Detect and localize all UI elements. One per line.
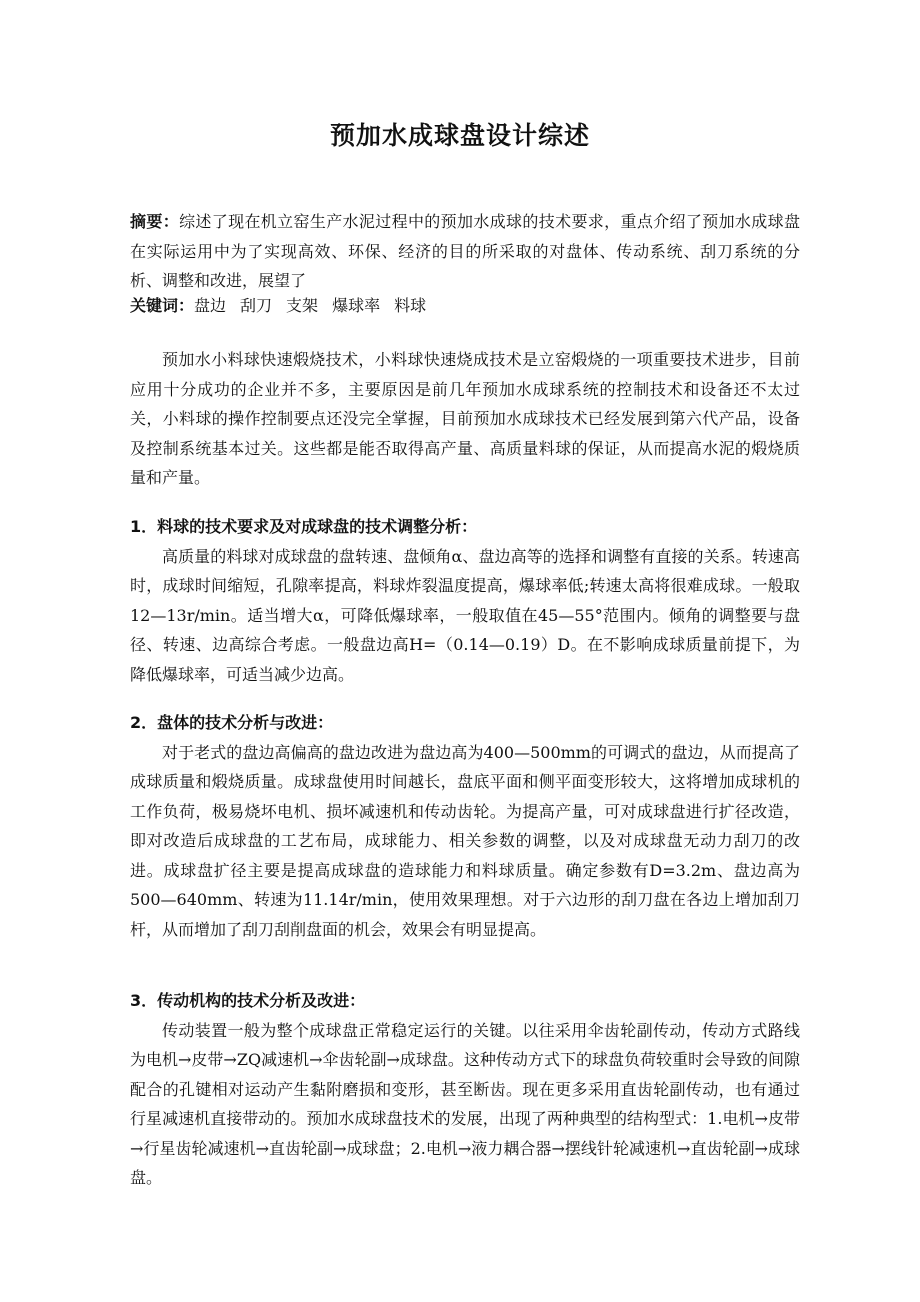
abstract-text: 综述了现在机立窑生产水泥过程中的预加水成球的技术要求，重点介绍了预加水成球盘在实际运用中为了实现高效、环保、经济的目的所采取的对盘体、传动系统、刮刀系统的分析、调整和改进，展望了	[130, 212, 800, 290]
section-heading: 1．料球的技术要求及对成球盘的技术调整分析：	[130, 517, 478, 536]
keyword: 盘边	[194, 296, 227, 315]
section-body: 传动装置一般为整个成球盘正常稳定运行的关键。以往采用伞齿轮副传动，传动方式路线为电机→皮带→ZQ减速机→伞齿轮副→成球盘。这种传动方式下的球盘负荷较重时会导致的间隙配合的孔键相对运动产生黏附磨损和变形，甚至断齿。现在更多采用直齿轮副传动，也有通过行星减速机直接带动的。预加水成球盘技术的发展，出现了两种典型的结构型式：1.电机→皮带→行星齿轮减速机→直齿轮副→成球盘；2.电机→液力耦合器→摆线针轮减速机→直齿轮副→成球盘。	[130, 1020, 800, 1187]
section-body: 高质量的料球对成球盘的盘转速、盘倾角α、盘边高等的选择和调整有直接的关系。转速高时，成球时间缩短，孔隙率提高，料球炸裂温度提高，爆球率低;转速太高将很难成球。一般取12—13r/min。适当增大α，可降低爆球率，一般取值在45—55°范围内。倾角的调整要与盘径、转速、边高综合考虑。一般盘边高H=（0.14—0.19）D。在不影响成球质量前提下，为降低爆球率，可适当减少边高。	[130, 546, 800, 684]
section-3	[130, 986, 800, 1193]
keyword: 料球	[394, 296, 427, 315]
section-body: 对于老式的盘边高偏高的盘边改进为盘边高为400—500mm的可调式的盘边，从而提高了成球质量和煅烧质量。成球盘使用时间越长，盘底平面和侧平面变形较大，这将增加成球机的工作负荷，极易烧坏电机、损坏减速机和传动齿轮。为提高产量，可对成球盘进行扩径改造，即对改造后成球盘的工艺布局，成球能力、相关参数的调整，以及对成球盘无动力刮刀的改进。成球盘扩径主要是提高成球盘的造球能力和料球质量。确定参数有D=3.2m、盘边高为500—640mm、转速为11.14r/min，使用效果理想。对于六边形的刮刀盘在各边上增加刮刀杆，从而增加了刮刀刮削盘面的机会，效果会有明显提高。	[130, 742, 800, 939]
section-heading: 2．盘体的技术分析与改进：	[130, 713, 334, 732]
keyword: 刮刀	[240, 296, 273, 315]
keyword: 支架	[286, 296, 319, 315]
document-title: 预加水成球盘设计综述	[329, 121, 590, 150]
section-1	[130, 512, 800, 689]
section-heading: 3．传动机构的技术分析及改进：	[130, 991, 366, 1010]
keywords-label: 关键词：	[130, 296, 195, 315]
section-2	[130, 708, 800, 944]
abstract-paragraph	[130, 207, 800, 296]
intro-paragraph: 预加水小料球快速煅烧技术，小料球快速烧成技术是立窑煅烧的一项重要技术进步，目前应用十分成功的企业并不多，主要原因是前几年预加水成球系统的控制技术和设备还不太过关，小料球的操作控制要点还没完全掌握，目前预加水成球技术已经发展到第六代产品，设备及控制系统基本过关。这些都是能否取得高产量、高质量料球的保证，从而提高水泥的煅烧质量和产量。	[130, 350, 800, 487]
keyword: 爆球率	[332, 296, 381, 315]
abstract-label: 摘要：	[130, 212, 180, 231]
keywords-line	[130, 291, 800, 321]
